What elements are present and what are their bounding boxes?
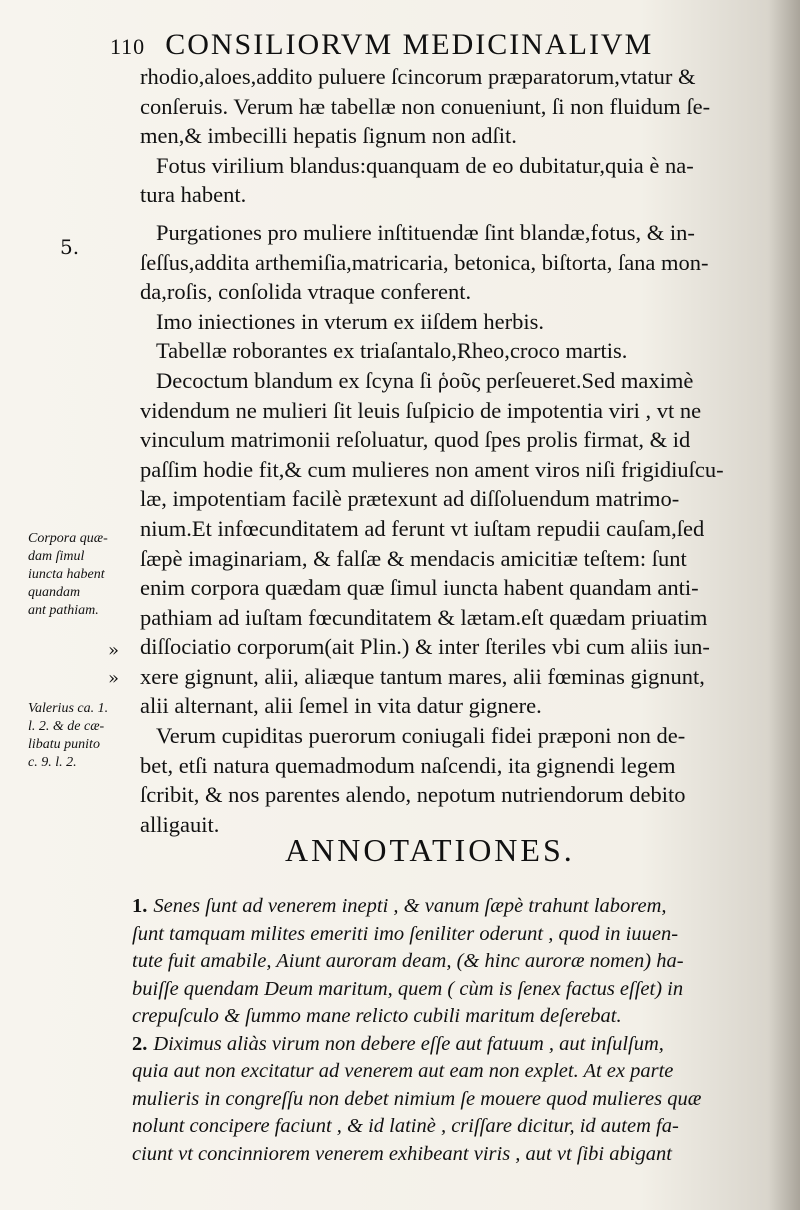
margin-note-line: libatu punito xyxy=(28,737,100,752)
text-line: Fotus virilium blandus:quanquam de eo dubitatur,quia è na- xyxy=(156,152,694,178)
margin-note-corpora xyxy=(28,530,133,620)
text-line: rhodio,aloes,addito puluere ſcincorum præparatorum,vtatur & xyxy=(140,64,696,89)
main-text xyxy=(140,62,740,839)
margin-note-line: ant pathiam. xyxy=(28,603,99,618)
margin-note-line: Valerius ca. 1. xyxy=(28,701,109,716)
text-line: conſeruis. Verum hæ tabellæ non conueniunt, ſi non fluidum ſe- xyxy=(140,93,711,119)
page-header xyxy=(110,28,710,62)
text-line: da,roſis, conſolida vtraque conferent. xyxy=(140,279,472,305)
margin-number: 5. xyxy=(60,235,80,259)
margin-note-line: c. 9. l. 2. xyxy=(28,755,77,770)
margin-note-line: iuncta habent xyxy=(28,567,105,582)
annotationes-heading: ANNOTATIONES. xyxy=(285,832,575,868)
text-line: pathiam ad iuſtam fœcunditatem & lætam.eſt quædam priuatim xyxy=(140,604,708,630)
annotation-line: mulieris in congreſſu non debet nimium ſe mouere quod mulieres quæ xyxy=(132,1087,702,1110)
annotationes-text xyxy=(132,893,772,1168)
annotation-line: 1. Senes ſunt ad venerem inepti , & vanum ſæpè trahunt laborem, xyxy=(132,895,667,917)
text-line: nium.Et infœcunditatem ad ferunt vt iuſtam repudii cauſam,ſed xyxy=(140,515,705,541)
text-line: paſſim hodie fit,& cum mulieres non ament viros niſi frigidiuſcu- xyxy=(140,456,724,482)
annotation-line: ſunt tamquam milites emeriti imo ſeniliter oderunt , quod in iuuen- xyxy=(132,922,679,945)
margin-note-line: Corpora quæ- xyxy=(28,531,108,546)
margin-note-line: l. 2. & de cæ- xyxy=(28,719,105,734)
text-line: men,& imbecilli hepatis ſignum non adſit. xyxy=(140,123,517,149)
text-line: Decoctum blandum ex ſcyna ſi ῥοῦς perſeueret.Sed maximè xyxy=(156,367,694,393)
annotation-line: crepuſculo & ſummo mane relicto cubili maritum deſerebat. xyxy=(132,1005,622,1027)
annotation-line: buiſſe quendam Deum maritum, quem ( cùm is ſenex factus eſſet) in xyxy=(132,977,684,1000)
margin-note-valerius xyxy=(28,700,133,772)
text-line: tura habent. xyxy=(140,182,247,208)
annotation-line: nolunt concipere faciunt , & id latinè , criſſare dicitur, id autem fa- xyxy=(132,1115,679,1137)
text-line: diſſociatio corporum(ait Plin.) & inter ſteriles vbi cum aliis iun- xyxy=(140,634,710,660)
text-line: bet, etſi natura quemadmodum naſcendi, ita gignendi legem xyxy=(140,752,676,778)
margin-note-line: quandam xyxy=(28,585,81,600)
text-line: læ, impotentiam facilè prætexunt ad diſſoluendum matrimo- xyxy=(140,486,680,512)
text-line: xere gignunt, alii, aliæque tantum mares, alii fœminas gignunt, xyxy=(140,663,705,689)
text-line: ſcribit, & nos parentes alendo, nepotum nutriendorum debito xyxy=(140,782,686,808)
quote-mark: » xyxy=(108,668,120,689)
text-line: videndum ne mulieri ſit leuis ſuſpicio de impotentia viri , vt ne xyxy=(140,397,702,423)
text-line: Tabellæ roborantes ex triaſantalo,Rheo,croco martis. xyxy=(156,338,628,364)
text-line: alii alternant, alii ſemel in vita datur gignere. xyxy=(140,693,542,719)
annotation-line: ciunt vt concinniorem venerem exhibeant viris , aut vt ſibi abigant xyxy=(132,1142,672,1165)
annotation-number: 1. xyxy=(132,895,148,917)
margin-note-line: dam ſimul xyxy=(28,549,85,564)
text-line: alligauit. xyxy=(140,811,220,837)
quote-mark: » xyxy=(108,640,120,661)
annotation-number: 2. xyxy=(132,1032,148,1055)
annotation-line: quia aut non excitatur ad venerem aut eam non explet. At ex parte xyxy=(132,1060,674,1082)
text-line: vinculum matrimonii reſoluatur, quod ſpes prolis firmat, & id xyxy=(140,427,691,453)
page-number: 110 xyxy=(110,34,146,59)
text-line: enim corpora quædam quæ ſimul iuncta habent quandam anti- xyxy=(140,575,699,601)
annotation-line: 2. Diximus aliàs virum non debere eſſe aut fatuum , aut inſulſum, xyxy=(132,1032,664,1055)
annotation-line: tute fuit amabile, Aiunt auroram deam, (& hinc auroræ nomen) ha- xyxy=(132,950,684,972)
running-title: CONSILIORVM MEDICINALIVM xyxy=(165,28,654,61)
text-line: ſæpè imaginariam, & falſæ & mendacis amicitiæ teſtem: ſunt xyxy=(140,545,687,571)
text-line: Verum cupiditas puerorum coniugali fidei præponi non de- xyxy=(156,723,686,749)
text-line: ſeſſus,addita arthemiſia,matricaria, betonica, biſtorta, ſana mon- xyxy=(140,249,709,275)
text-line: Purgationes pro muliere inſtituendæ ſint blandæ,fotus, & in- xyxy=(156,219,695,245)
text-line: Imo iniectiones in vterum ex iiſdem herbis. xyxy=(156,308,545,334)
